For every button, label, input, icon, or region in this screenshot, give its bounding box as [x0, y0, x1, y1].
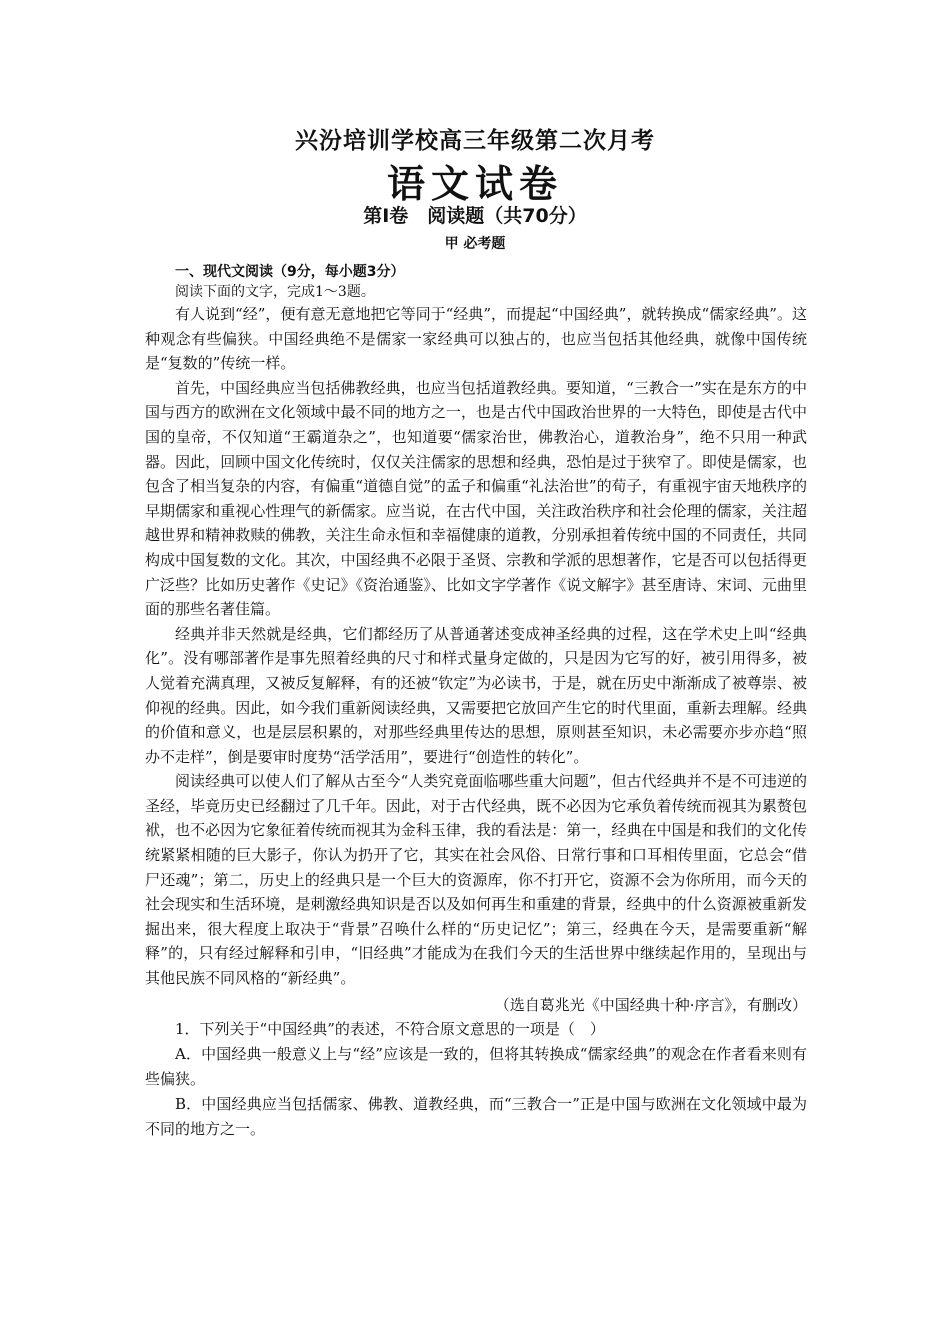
section-heading: 一、现代文阅读（9分，每小题3分） [175, 264, 405, 280]
sub-title: 甲 必考题 [444, 236, 506, 252]
exam-content [145, 262, 807, 1142]
passage-paragraph: 阅读经典可以使人们了解从古至今“人类究竟面临哪些重大问题”，但古代经典并不是不可违逆的圣经，毕竟历史已经翻过了几千年。因此，对于古代经典，既不必因为它承负着传统而视其为累赘包袱，也不必因为它象征着传统而视其为金科玉律，我的看法是：第一，经典在中国是和我们的文化传统紧紧相随的巨大影子，你认为扔开了它，其实在社会风俗、日常行事和口耳相传里面，它总会“借尸还魂”；第二，历史上的经典只是一个巨大的资源库，你不打开它，资源不会为你所用，而今天的社会现实和生活环境，是刺激经典知识是否以及如何再生和重建的背景，经典中的什么资源被重新发掘出来，很大程度上取决于“背景”召唤什么样的“历史记忆”；第三，经典在今天，是需要重新“解释”的，只有经过解释和引申，“旧经典”才能成为在我们今天的生活世界中继续起作用的，呈现出与其他民族不同风格的“新经典”。 [145, 772, 807, 988]
passage-paragraph: 有人说到“经”，便有意无意地把它等同于“经典”，而提起“中国经典”，就转换成“儒家经典”。这种观念有些偏狭。中国经典绝不是儒家一家经典可以独占的，也应当包括其他经典，就像中国传统是“复数的”传统一样。 [145, 305, 807, 373]
part-title: 第Ⅰ卷 阅读题（共70分） [363, 205, 587, 227]
passage-paragraph: 首先，中国经典应当包括佛教经典，也应当包括道教经典。要知道，“三教合一”实在是东方的中国与西方的欧洲在文化领域中最不同的地方之一，也是古代中国政治世界的一大特色，即使是古代中国的皇帝，不仅知道“王霸道杂之”，也知道要“儒家治世，佛教治心，道教治身”，绝不只用一种武器。因此，回顾中国文化传统时，仅仅关注儒家的思想和经典，恐怕是过于狭窄了。即使是儒家，也包含了相当复杂的内容，有偏重“道德自觉”的孟子和偏重“礼法治世”的荀子，有重视宇宙天地秩序的早期儒家和重视心性理气的新儒家。应当说，在古代中国，关注政治秩序和社会伦理的儒家，关注超越世界和精神救赎的佛教，关注生命永恒和幸福健康的道教，分别承担着传统中国的不同责任，共同构成中国复数的文化。其次，中国经典不必限于圣贤、宗教和学派的思想著作，它是否可以包括得更广泛些？比如历史著作《史记》《资治通鉴》、比如文字学著作《说文解字》甚至唐诗、宋词、元曲里面的那些名著佳篇。 [145, 378, 807, 619]
school-title: 兴汾培训学校高三年级第二次月考 [295, 128, 655, 154]
passage-paragraph: 经典并非天然就是经典，它们都经历了从普通著述变成神圣经典的过程，这在学术史上叫“经典化”。没有哪部著作是事先照着经典的尺寸和样式量身定做的，只是因为它写的好，被引用得多，被人觉着充满真理，又被反复解释，有的还被“钦定”为必读书，于是，就在历史中渐渐成了被尊崇、被仰视的经典。因此，如今我们重新阅读经典，又需要把它放回产生它的时代里面，重新去理解。经典的价值和意义，也是层层积累的，对那些经典里传达的思想，原则甚至知识，未必需要亦步亦趋“照办不走样”，倒是要审时度势“活学活用”，要进行“创造性的转化”。 [145, 624, 807, 766]
section-instruction: 阅读下面的文字，完成1～3题。 [175, 284, 375, 300]
passage-source: （选自葛兆光《中国经典十种·序言》，有删改） [494, 995, 807, 1014]
question-1-option-b: B．中国经典应当包括儒家、佛教、道教经典，而“三教合一”正是中国与欧洲在文化领域中最为不同的地方之一。 [145, 1094, 807, 1138]
question-1-stem: 1．下列关于“中国经典”的表述，不符合原文意思的一项是（ ） [175, 1019, 605, 1038]
exam-title: 语文试卷 [386, 162, 563, 206]
reading-passage [145, 302, 807, 991]
question-1-option-a: A．中国经典一般意义上与“经”应该是一致的，但将其转换成“儒家经典”的观念在作者看来则有些偏狭。 [145, 1044, 807, 1088]
